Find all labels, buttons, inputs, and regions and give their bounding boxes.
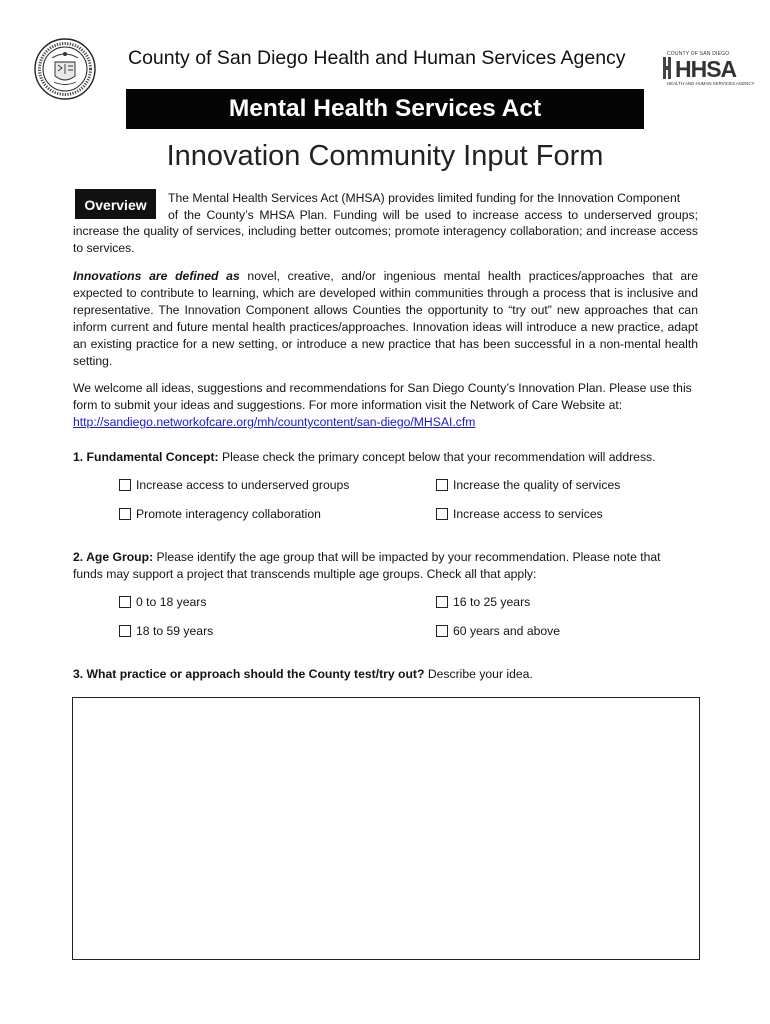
q3-label: 3. What practice or approach should the County test/try out? <box>73 667 425 681</box>
option-label: Increase access to underserved groups <box>136 478 350 492</box>
q1-text: Please check the primary concept below that your recommendation will address. <box>218 450 656 464</box>
option-label: Increase access to services <box>453 507 603 521</box>
q2-option-16-25[interactable] <box>436 595 530 609</box>
form-title: Innovation Community Input Form <box>166 140 604 172</box>
banner-title: Mental Health Services Act <box>228 95 542 122</box>
q1-option-collaboration[interactable] <box>119 507 321 521</box>
checkbox[interactable] <box>436 625 448 637</box>
hhsa-logo <box>661 51 755 89</box>
intro-line-1: The Mental Health Services Act (MHSA) provides limited funding for the Innovation Component <box>168 191 681 205</box>
county-seal-logo <box>34 38 96 100</box>
option-label: 60 years and above <box>453 624 561 638</box>
checkbox[interactable] <box>119 596 131 608</box>
checkbox[interactable] <box>119 625 131 637</box>
overview-tab-label: Overview <box>84 197 147 213</box>
network-of-care-link[interactable]: http://sandiego.networkofcare.org/mh/countycontent/san-diego/MHSAI.cfm <box>73 415 476 429</box>
overview-continued: increase the quality of services, including better outcomes; promote interagency collaboration; and increase access to services. <box>73 224 698 255</box>
q2-text-1: Please identify the age group that will be impacted by your recommendation. Please note that <box>153 550 661 564</box>
option-label: 0 to 18 years <box>136 595 207 609</box>
hhsa-subtitle: HEALTH AND HUMAN SERVICES AGENCY <box>667 81 755 86</box>
innovations-paragraph <box>73 268 698 370</box>
intro-line-2: of the County’s MHSA Plan. Funding will be used to increase access to underserved groups; <box>168 208 698 222</box>
hhsa-mark-icon <box>661 55 673 81</box>
checkbox[interactable] <box>119 508 131 520</box>
q1-option-underserved[interactable] <box>119 478 349 492</box>
agency-name: County of San Diego Health and Human Services Agency <box>128 47 626 69</box>
overview-tab <box>75 189 156 219</box>
checkbox[interactable] <box>436 508 448 520</box>
hhsa-wordmark: HHSA <box>675 56 737 82</box>
q2-prompt-line-2: funds may support a project that transcends multiple age groups. Check all that apply: <box>73 567 537 581</box>
welcome-paragraph <box>73 380 698 431</box>
q3-prompt <box>73 667 533 681</box>
option-label: 16 to 25 years <box>453 595 531 609</box>
option-label: Promote interagency collaboration <box>136 507 321 521</box>
q3-text: Describe your idea. <box>424 667 533 681</box>
q1-prompt <box>73 450 656 464</box>
q2-option-60-plus[interactable] <box>436 624 560 638</box>
q2-prompt-line-1 <box>73 550 661 564</box>
title-banner <box>126 89 644 129</box>
welcome-text: We welcome all ideas, suggestions and recommendations for San Diego County’s Innovation Plan. Please use this form to submit your ideas and suggestions. For more information visit the Network of Care Website at: <box>73 381 692 412</box>
q2-option-0-18[interactable] <box>119 595 206 609</box>
hhsa-top-text: COUNTY OF SAN DIEGO <box>667 51 730 57</box>
q1-option-access[interactable] <box>436 507 603 521</box>
q1-option-quality[interactable] <box>436 478 620 492</box>
innovations-lead: Innovations are defined as <box>73 269 240 283</box>
innovations-text: novel, creative, and/or ingenious mental health practices/approaches that are expected to contribute to learning, which are developed within communities through a process that is inclusive and representative. The Innovation Component allows Counties the opportunity to “try out” new approaches that can inform current and future mental health practices/approaches. Innovation ideas will introduce a new practice, adapt an existing practice for a new setting, or introduce a new practice that has been successful in a non-mental health setting. <box>73 269 698 368</box>
checkbox[interactable] <box>436 596 448 608</box>
option-label: Increase the quality of services <box>453 478 621 492</box>
q2-label: 2. Age Group: <box>73 550 154 564</box>
option-label: 18 to 59 years <box>136 624 214 638</box>
checkbox[interactable] <box>436 479 448 491</box>
q1-label: 1. Fundamental Concept: <box>73 450 219 464</box>
checkbox[interactable] <box>119 479 131 491</box>
q2-option-18-59[interactable] <box>119 624 213 638</box>
q3-answer-textarea[interactable] <box>72 697 700 960</box>
